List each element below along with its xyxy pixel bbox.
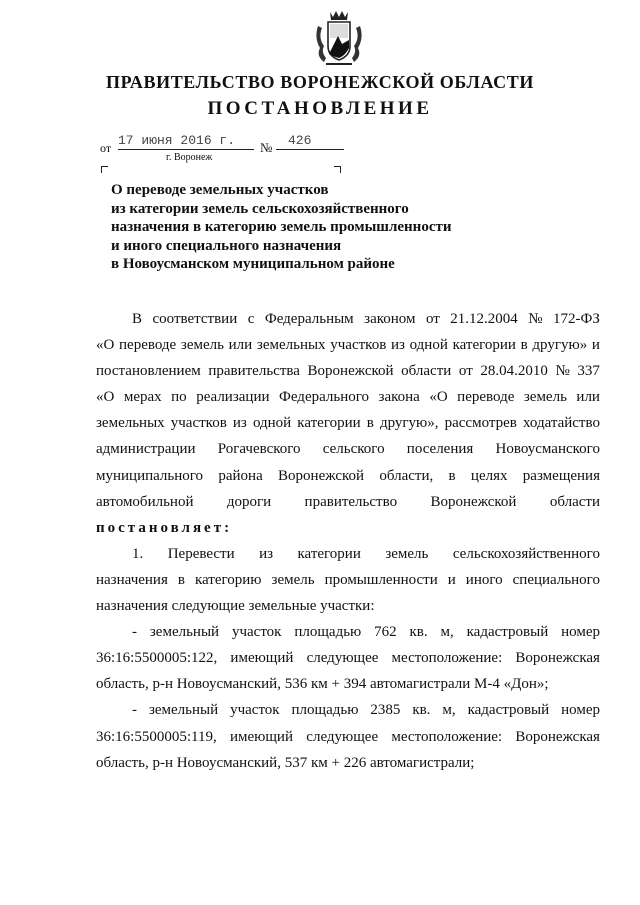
word: номер: [561, 624, 600, 641]
word: земельный: [148, 702, 219, 719]
word: другую»: [532, 337, 588, 354]
word: участков: [330, 337, 387, 354]
text-line: [96, 567, 600, 593]
word: «О: [96, 337, 115, 354]
corner-mark-left: [101, 166, 108, 173]
word: имеющий: [230, 728, 293, 745]
word: в: [366, 415, 374, 432]
text-line: назначения следующие земельные участки:: [96, 598, 375, 615]
word: кадастровый: [466, 624, 549, 641]
government-title: ПРАВИТЕЛЬСТВО ВОРОНЕЖСКОЙ ОБЛАСТИ: [106, 72, 534, 92]
paragraph-preamble: [96, 306, 600, 515]
word: Федеральным: [264, 311, 354, 327]
word: Новоусманского: [495, 441, 600, 458]
text-line: [96, 489, 600, 515]
text-line: [96, 358, 600, 384]
word: имеющий: [230, 650, 294, 667]
word: 172-ФЗ: [553, 311, 600, 327]
word: автомобильной: [96, 493, 194, 510]
word: администрации: [96, 441, 196, 458]
word: из: [259, 545, 274, 562]
word: Воронежская: [515, 728, 600, 745]
word: другую»,: [379, 415, 439, 432]
word: «О: [429, 389, 448, 406]
word: переводе: [457, 389, 515, 406]
number-prefix: №: [260, 140, 273, 155]
subject-line: из категории земель сельскохозяйственного: [111, 200, 409, 217]
word: площадью: [291, 702, 359, 719]
decree-date: 17 июня 2016 г.: [118, 133, 254, 150]
word: номер: [561, 702, 600, 719]
body-text: [96, 306, 600, 776]
word: Воронежской: [278, 467, 365, 484]
word: категории: [452, 337, 516, 354]
word: 762: [374, 624, 397, 641]
word: «О: [96, 389, 115, 406]
text-line: [96, 645, 600, 671]
word: соответствии: [152, 311, 238, 327]
word: категории: [297, 415, 361, 432]
paragraph-item-1: [96, 541, 600, 593]
word: в: [448, 467, 456, 484]
document-type-title: ПОСТАНОВЛЕНИЕ: [207, 98, 433, 119]
text-line: [96, 619, 600, 645]
word: поселения: [406, 441, 474, 458]
word: Воронежской: [307, 363, 394, 380]
paragraph-plot-1: [96, 619, 600, 671]
word: от: [458, 363, 473, 380]
word: реализации: [196, 389, 270, 406]
word: по: [171, 389, 187, 406]
word: 2385: [370, 702, 401, 719]
word: постановлением: [96, 363, 201, 380]
word: земель: [180, 337, 224, 354]
text-line: [96, 541, 600, 567]
word: В: [132, 311, 143, 327]
word: и: [447, 571, 456, 588]
word: специального: [512, 571, 600, 588]
text-line: область, р-н Новоусманский, 537 км + 226 автомагистрали;: [96, 754, 475, 771]
word: Федерального: [279, 389, 370, 406]
word: или: [228, 337, 253, 354]
coat-of-arms-icon: [312, 8, 366, 68]
word: переводе: [119, 337, 177, 354]
word: целях: [470, 467, 508, 484]
text-line: [96, 332, 600, 358]
word: земель: [523, 389, 567, 406]
word: правительства: [208, 363, 300, 380]
word: от: [425, 311, 440, 327]
city-label: г. Воронеж: [166, 152, 213, 163]
word: сельского: [322, 441, 385, 458]
word: следующее: [306, 650, 379, 667]
text-line: [96, 384, 600, 410]
word: Рогачевского: [217, 441, 301, 458]
word: №: [555, 363, 570, 380]
word: земельных: [256, 337, 326, 354]
word: 1.: [132, 545, 144, 562]
word: в: [177, 571, 185, 588]
word: 36:16:5500005:122,: [96, 650, 218, 667]
word: сельскохозяйственного: [452, 545, 600, 562]
word: 28.04.2010: [480, 363, 548, 380]
resolves-word: постановляет:: [96, 519, 233, 536]
word: №: [528, 311, 543, 327]
word: из: [390, 337, 405, 354]
text-line: [96, 697, 600, 723]
word: следующее: [306, 728, 379, 745]
word: рассмотрев: [444, 415, 517, 432]
word: -: [132, 624, 137, 641]
word: площадью: [294, 624, 362, 641]
text-line: [96, 410, 600, 436]
text-line: область, р-н Новоусманский, 536 км + 394 автомагистрали М-4 «Дон»;: [96, 676, 549, 693]
word: земельных: [96, 415, 165, 432]
subject-line: назначения в категорию земель промышленности: [111, 219, 452, 235]
corner-mark-right: [334, 166, 341, 173]
word: размещения: [522, 467, 600, 484]
word: мерах: [123, 389, 162, 406]
word: области,: [379, 467, 434, 484]
word: категории: [297, 545, 361, 562]
word: местоположение:: [391, 650, 503, 667]
word: с: [247, 311, 255, 327]
word: Перевести: [167, 545, 235, 562]
paragraph-plot-2: [96, 697, 600, 749]
word: или: [576, 389, 600, 406]
word: земель: [385, 545, 429, 562]
word: категорию: [194, 571, 262, 588]
date-prefix: от: [100, 141, 112, 155]
subject-line: в Новоусманском муниципальном районе: [111, 256, 395, 272]
word: законом: [364, 311, 416, 327]
word: кадастровый: [467, 702, 550, 719]
text-line: [96, 436, 600, 462]
word: земель: [271, 571, 315, 588]
text-line: [96, 724, 600, 750]
word: назначения: [96, 571, 168, 588]
word: Воронежской: [430, 493, 517, 510]
word: закона: [378, 389, 420, 406]
word: области: [401, 363, 452, 380]
word: 36:16:5500005:119,: [96, 728, 217, 745]
word: 21.12.2004: [450, 311, 518, 327]
word: области: [549, 493, 600, 510]
word: м,: [442, 702, 456, 719]
word: кв.: [412, 702, 431, 719]
word: правительство: [304, 493, 398, 510]
word: 337: [577, 363, 600, 380]
word: участок: [231, 624, 282, 641]
word: иного: [465, 571, 503, 588]
word: одной: [409, 337, 448, 354]
word: в: [520, 337, 528, 354]
word: участков: [170, 415, 227, 432]
word: местоположение:: [391, 728, 503, 745]
subject-line: О переводе земельных участков: [111, 182, 329, 198]
subject-block: [111, 181, 491, 274]
word: Воронежская: [515, 650, 600, 667]
word: участок: [230, 702, 280, 719]
word: м,: [440, 624, 454, 641]
word: из: [232, 415, 247, 432]
word: промышленности: [324, 571, 438, 588]
decree-number: 426: [276, 133, 344, 150]
word: района: [218, 467, 263, 484]
subject-line: и иного специального назначения: [111, 237, 342, 254]
word: муниципального: [96, 467, 204, 484]
word: и: [591, 337, 600, 354]
word: одной: [252, 415, 292, 432]
word: дороги: [226, 493, 272, 510]
word: ходатайство: [522, 415, 600, 432]
word: земельный: [149, 624, 220, 641]
word: кв.: [409, 624, 428, 641]
word: -: [132, 702, 137, 719]
text-line: [96, 463, 600, 489]
text-line: [96, 306, 600, 332]
